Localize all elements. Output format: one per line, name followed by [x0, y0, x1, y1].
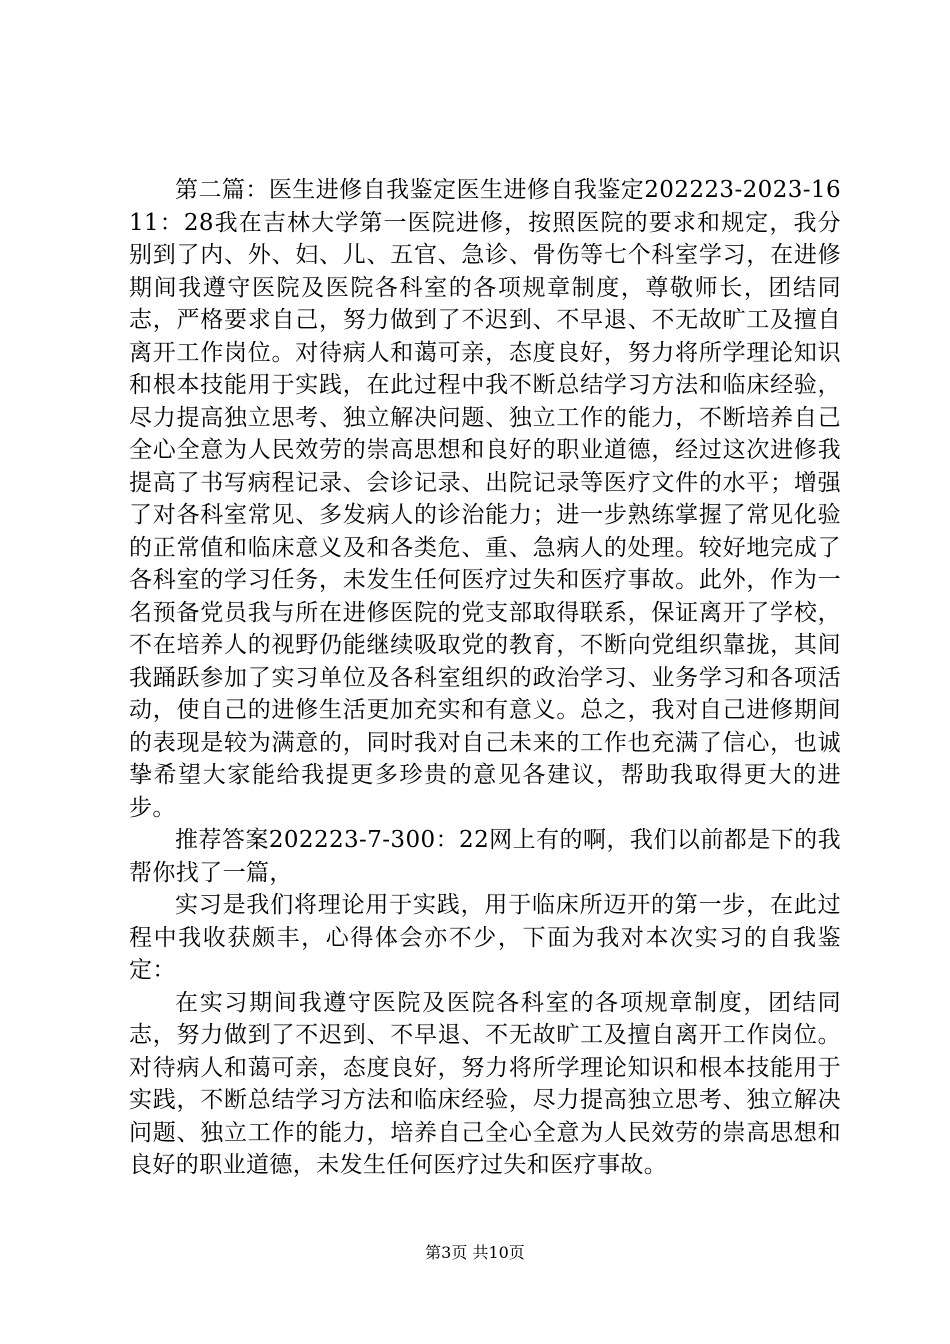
page-number-footer: 第3页 共10页 [425, 1243, 525, 1262]
paragraph-recommended-answer: 推荐答案202223-7-300：22网上有的啊，我们以前都是下的我帮你找了一篇， [129, 827, 841, 886]
document-body [129, 174, 841, 1182]
paragraph-self-assessment: 第二篇：医生进修自我鉴定医生进修自我鉴定202223-2023-1611：28我在吉林大学第一医院进修，按照医院的要求和规定，我分别到了内、外、妇、儿、五官、急诊、骨伤等七个科室学习，在进修期间我遵守医院及医院各科室的各项规章制度，尊敬师长，团结同志，严格要求自己，努力做到了不迟到、不早退、不无故旷工及擅自离开工作岗位。对待病人和蔼可亲，态度良好，努力将所学理论知识和根本技能用于实践，在此过程中我不断总结学习方法和临床经验，尽力提高独立思考、独立解决问题、独立工作的能力，不断培养自己全心全意为人民效劳的崇高思想和良好的职业道德，经过这次进修我提高了书写病程记录、会诊记录、出院记录等医疗文件的水平；增强了对各科室常见、多发病人的诊治能力；进一步熟练掌握了常见化验的正常值和临床意义及和各类危、重、急病人的处理。较好地完成了各科室的学习任务，未发生任何医疗过失和医疗事故。此外，作为一名预备党员我与所在进修医院的党支部取得联系，保证离开了学校，不在培养人的视野仍能继续吸取党的教育，不断向党组织靠拢，其间我踊跃参加了实习单位及各科室组织的政治学习、业务学习和各项活动，使自己的进修生活更加充实和有意义。总之，我对自己进修期间的表现是较为满意的，同时我对自己未来的工作也充满了信心，也诚挚希望大家能给我提更多珍贵的意见各建议，帮助我取得更大的进步。 [129, 177, 841, 821]
paragraph-internship-intro: 实习是我们将理论用于实践，用于临床所迈开的第一步，在此过程中我收获颇丰，心得体会亦不少，下面为我对本次实习的自我鉴定： [129, 892, 841, 983]
paragraph-internship-conduct: 在实习期间我遵守医院及医院各科室的各项规章制度，团结同志，努力做到了不迟到、不早退、不无故旷工及擅自离开工作岗位。对待病人和蔼可亲，态度良好，努力将所学理论知识和根本技能用于实践，不断总结学习方法和临床经验，尽力提高独立思考、独立解决问题、独立工作的能力，培养自己全心全意为人民效劳的崇高思想和良好的职业道德，未发生任何医疗过失和医疗事故。 [129, 989, 841, 1178]
